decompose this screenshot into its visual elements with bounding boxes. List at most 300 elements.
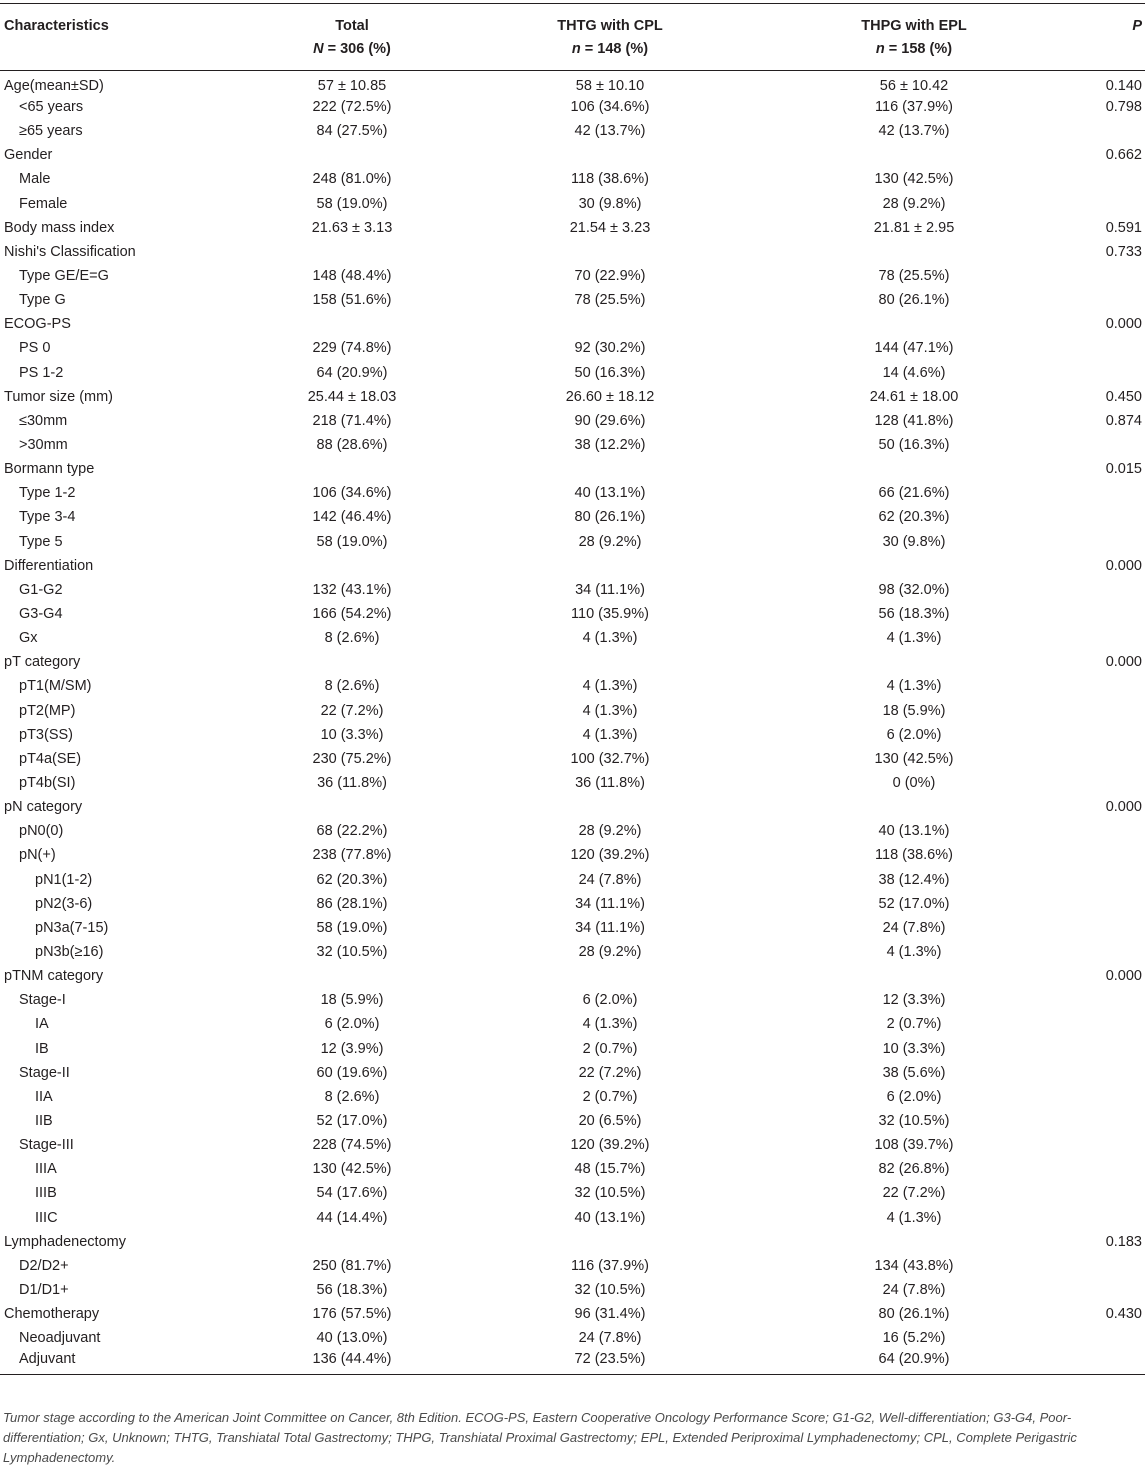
cell-p-value: 0.000: [1105, 654, 1142, 671]
cell-thtg: [448, 1230, 772, 1254]
cell-thtg: 32 (10.5%): [574, 1185, 646, 1202]
cell-p-value: [1056, 1157, 1145, 1181]
cell-thpg: 52 (17.0%): [878, 895, 950, 912]
cell-p-value: 0.430: [1105, 1306, 1142, 1323]
cell-thpg: 6 (2.0%): [886, 1088, 942, 1105]
cell-total: 158 (51.6%): [312, 292, 392, 309]
cell-thpg: 50 (16.3%): [878, 437, 950, 454]
table-row: [0, 1133, 1145, 1157]
cell-thtg: 30 (9.8%): [578, 195, 642, 212]
row-label: pN3b(≥16): [35, 943, 104, 960]
cell-thtg: 28 (9.2%): [578, 943, 642, 960]
cell-total: 230 (75.2%): [312, 750, 392, 767]
cell-thpg: [772, 240, 1056, 264]
header-thpg-n: [772, 36, 1056, 71]
cell-total: 238 (77.8%): [312, 847, 392, 864]
table-row: [0, 1036, 1145, 1060]
row-label: Gx: [19, 630, 38, 647]
cell-total: [256, 240, 448, 264]
cell-thtg: 24 (7.8%): [578, 1330, 642, 1347]
row-label: Stage-I: [19, 992, 66, 1009]
cell-total: 8 (2.6%): [324, 1088, 380, 1105]
cell-thtg: 48 (15.7%): [574, 1161, 646, 1178]
cell-thtg: 21.54 ± 3.23: [569, 219, 651, 236]
cell-thpg: [772, 554, 1056, 578]
table-row: [0, 650, 1145, 674]
cell-p-value: 0.183: [1105, 1233, 1142, 1250]
cell-p-value: 0.000: [1105, 799, 1142, 816]
cell-thtg: 58 ± 10.10: [575, 78, 645, 94]
characteristics-table: [0, 3, 1145, 1375]
cell-thpg: 128 (41.8%): [874, 412, 954, 429]
header-blank: [0, 36, 256, 71]
cell-p-value: 0.798: [1105, 99, 1142, 116]
cell-thtg: [448, 143, 772, 167]
cell-p-value: 0.450: [1105, 388, 1142, 405]
cell-total: 25.44 ± 18.03: [307, 388, 397, 405]
cell-thtg: 4 (1.3%): [582, 630, 638, 647]
cell-thtg: 6 (2.0%): [582, 992, 638, 1009]
table-row: [0, 1278, 1145, 1302]
row-label: IB: [35, 1040, 49, 1057]
cell-thpg: 22 (7.2%): [882, 1185, 946, 1202]
cell-p-value: [1056, 868, 1145, 892]
table-row: [0, 1061, 1145, 1085]
header-total: Total: [335, 18, 369, 34]
cell-thpg: 40 (13.1%): [878, 823, 950, 840]
table-row: [0, 723, 1145, 747]
cell-p-value: [1056, 626, 1145, 650]
cell-p-value: [1056, 288, 1145, 312]
cell-thtg: 96 (31.4%): [574, 1306, 646, 1323]
row-label: pN2(3-6): [35, 895, 93, 912]
cell-thpg: 80 (26.1%): [878, 292, 950, 309]
cell-thtg: 118 (38.6%): [571, 171, 649, 188]
cell-p-value: [1056, 1133, 1145, 1157]
cell-p-value: [1056, 1109, 1145, 1133]
table-row: [0, 240, 1145, 264]
table-row: [0, 1254, 1145, 1278]
row-label: pN0(0): [19, 823, 64, 840]
cell-p-value: [1056, 1012, 1145, 1036]
header-thtg: THTG with CPL: [557, 18, 663, 34]
row-label: Bormann type: [4, 461, 95, 478]
cell-thpg: 21.81 ± 2.95: [873, 219, 955, 236]
cell-total: 62 (20.3%): [316, 871, 388, 888]
row-label: pT2(MP): [19, 702, 76, 719]
cell-thtg: 116 (37.9%): [571, 1257, 649, 1274]
header-thtg-n-value: = 148 (%): [580, 41, 649, 57]
cell-thtg: [448, 240, 772, 264]
cell-thtg: 100 (32.7%): [570, 750, 650, 767]
row-label: Neoadjuvant: [19, 1330, 101, 1347]
row-label: ECOG-PS: [4, 316, 71, 333]
table-row: [0, 699, 1145, 723]
cell-thtg: [448, 554, 772, 578]
cell-p-value: 0.733: [1105, 243, 1142, 260]
table-row: [0, 119, 1145, 143]
row-label: pN3a(7-15): [35, 919, 109, 936]
table-row: [0, 868, 1145, 892]
row-label: pT1(M/SM): [19, 678, 92, 695]
cell-thpg: 38 (12.4%): [878, 871, 950, 888]
table-row: [0, 433, 1145, 457]
cell-thpg: 56 (18.3%): [878, 606, 950, 623]
cell-total: [256, 312, 448, 336]
row-label: Nishi's Classification: [4, 243, 136, 260]
cell-thtg: [448, 312, 772, 336]
table-row: [0, 1230, 1145, 1254]
table-row: [0, 1326, 1145, 1350]
row-label: IIIC: [35, 1209, 58, 1226]
cell-thtg: 34 (11.1%): [575, 919, 645, 936]
table-row: [0, 71, 1145, 96]
row-label: Lymphadenectomy: [4, 1233, 126, 1250]
cell-thpg: 62 (20.3%): [878, 509, 950, 526]
cell-thpg: 4 (1.3%): [886, 630, 942, 647]
cell-total: 52 (17.0%): [316, 1112, 388, 1129]
row-label: Tumor size (mm): [4, 388, 114, 405]
table-row: [0, 1012, 1145, 1036]
cell-thpg: 118 (38.6%): [875, 847, 953, 864]
table-row: [0, 964, 1145, 988]
cell-p-value: [1056, 264, 1145, 288]
table-row: [0, 940, 1145, 964]
table-row: [0, 192, 1145, 216]
header-total-n-label: N: [313, 41, 324, 57]
cell-total: 12 (3.9%): [320, 1040, 384, 1057]
table-row: [0, 843, 1145, 867]
row-label: pN category: [4, 799, 83, 816]
cell-total: 229 (74.8%): [312, 340, 392, 357]
cell-total: 54 (17.6%): [316, 1185, 388, 1202]
cell-thpg: 2 (0.7%): [886, 1016, 942, 1033]
row-label: IIIB: [35, 1185, 57, 1202]
cell-p-value: [1056, 819, 1145, 843]
row-label: pN1(1-2): [35, 871, 93, 888]
cell-p-value: [1056, 119, 1145, 143]
cell-total: 8 (2.6%): [324, 678, 380, 695]
cell-p-value: [1056, 433, 1145, 457]
cell-thtg: [448, 964, 772, 988]
cell-thpg: 10 (3.3%): [882, 1040, 946, 1057]
cell-p-value: 0.000: [1105, 316, 1142, 333]
cell-p-value: [1056, 481, 1145, 505]
row-label: ≥65 years: [19, 123, 83, 140]
cell-thtg: 4 (1.3%): [582, 726, 638, 743]
cell-thpg: 14 (4.6%): [882, 364, 946, 381]
cell-thpg: 4 (1.3%): [886, 943, 942, 960]
cell-p-value: 0.000: [1105, 557, 1142, 574]
cell-p-value: [1056, 843, 1145, 867]
cell-thpg: 24 (7.8%): [882, 919, 946, 936]
cell-thtg: 78 (25.5%): [574, 292, 646, 309]
table-footnote: Tumor stage according to the American Joint Committee on Cancer, 8th Edition. ECOG-PS, Eastern Cooperative Oncology Performance Score; G1-G2, Well-differentiation; G3-G4, Poor-differentiation; Gx, Unknown; THTG, Transhiatal Total Gastrectomy; THPG, Transhiatal Proximal Gastrectomy; EPL, Extended Periproximal Lymphadenectomy; CPL, Complete Perigastric Lymphadenectomy.: [3, 1410, 1077, 1465]
row-label: pTNM category: [4, 968, 104, 985]
cell-thtg: [448, 795, 772, 819]
table-row: [0, 264, 1145, 288]
cell-thpg: [772, 964, 1056, 988]
row-label: Male: [19, 171, 51, 188]
header-thpg-n-value: = 158 (%): [884, 41, 953, 57]
row-label: Adjuvant: [19, 1351, 76, 1368]
header-thpg: THPG with EPL: [861, 18, 967, 34]
row-label: D1/D1+: [19, 1281, 69, 1298]
cell-thtg: 4 (1.3%): [582, 702, 638, 719]
cell-thtg: 80 (26.1%): [574, 509, 646, 526]
row-label: Type G: [19, 292, 66, 309]
cell-total: 228 (74.5%): [312, 1137, 392, 1154]
cell-thtg: 20 (6.5%): [578, 1112, 642, 1129]
row-label: G1-G2: [19, 581, 63, 598]
cell-thpg: [772, 1230, 1056, 1254]
row-label: ≤30mm: [19, 412, 68, 429]
cell-p-value: [1056, 602, 1145, 626]
cell-thtg: 28 (9.2%): [578, 533, 642, 550]
row-label: Stage-II: [19, 1064, 70, 1081]
row-label: IIB: [35, 1112, 53, 1129]
cell-p-value: [1056, 1326, 1145, 1350]
cell-total: 136 (44.4%): [312, 1351, 392, 1368]
table-row: [0, 892, 1145, 916]
table-row: [0, 1350, 1145, 1375]
cell-total: 44 (14.4%): [316, 1209, 388, 1226]
row-label: Differentiation: [4, 557, 94, 574]
row-label: Body mass index: [4, 219, 115, 236]
cell-p-value: [1056, 1181, 1145, 1205]
table-row: [0, 602, 1145, 626]
cell-p-value: 0.591: [1105, 219, 1142, 236]
cell-total: 218 (71.4%): [312, 412, 392, 429]
cell-p-value: 0.015: [1105, 461, 1142, 478]
table-row: [0, 1181, 1145, 1205]
cell-total: 64 (20.9%): [316, 364, 388, 381]
table-row: [0, 1109, 1145, 1133]
cell-thtg: 70 (22.9%): [574, 268, 646, 285]
cell-thpg: 78 (25.5%): [878, 268, 950, 285]
row-label: Chemotherapy: [4, 1306, 100, 1323]
cell-total: 8 (2.6%): [324, 630, 380, 647]
row-label: >30mm: [19, 437, 68, 454]
table-row: [0, 481, 1145, 505]
cell-thpg: 30 (9.8%): [882, 533, 946, 550]
cell-p-value: [1056, 771, 1145, 795]
cell-p-value: [1056, 505, 1145, 529]
row-label: pT3(SS): [19, 726, 73, 743]
row-label: PS 1-2: [19, 364, 64, 381]
cell-total: 68 (22.2%): [316, 823, 388, 840]
cell-thpg: 66 (21.6%): [878, 485, 950, 502]
table-row: [0, 167, 1145, 191]
table-row: [0, 626, 1145, 650]
cell-total: [256, 650, 448, 674]
cell-thpg: [772, 312, 1056, 336]
row-label: pT4a(SE): [19, 750, 82, 767]
cell-thpg: 32 (10.5%): [878, 1112, 950, 1129]
cell-total: 166 (54.2%): [312, 606, 392, 623]
header-thtg-n: [448, 36, 772, 71]
table-row: [0, 747, 1145, 771]
cell-thtg: 120 (39.2%): [570, 1137, 650, 1154]
cell-thpg: 42 (13.7%): [878, 123, 950, 140]
cell-p-value: 0.140: [1105, 78, 1142, 94]
cell-thtg: 22 (7.2%): [578, 1064, 642, 1081]
cell-thtg: 34 (11.1%): [575, 581, 645, 598]
cell-total: 222 (72.5%): [312, 99, 392, 116]
cell-thtg: 40 (13.1%): [574, 485, 646, 502]
header-thpg-n-label: n: [875, 41, 885, 57]
table-row: [0, 409, 1145, 433]
row-label: Stage-III: [19, 1137, 74, 1154]
header-total-n-value: = 306 (%): [323, 41, 391, 57]
cell-p-value: [1056, 1254, 1145, 1278]
cell-p-value: [1056, 1036, 1145, 1060]
row-label: Type 3-4: [19, 509, 76, 526]
cell-p-value: [1056, 916, 1145, 940]
row-label: pN(+): [19, 847, 56, 864]
cell-thpg: 24.61 ± 18.00: [869, 388, 959, 405]
table-body: [0, 71, 1145, 1375]
cell-p-value: [1056, 192, 1145, 216]
cell-total: 6 (2.0%): [324, 1016, 380, 1033]
row-label: pT category: [4, 654, 81, 671]
cell-total: 84 (27.5%): [316, 123, 388, 140]
cell-p-value: [1056, 1278, 1145, 1302]
cell-p-value: [1056, 1205, 1145, 1229]
cell-thtg: 4 (1.3%): [582, 678, 638, 695]
cell-p-value: [1056, 336, 1145, 360]
table-row: [0, 336, 1145, 360]
cell-thtg: 106 (34.6%): [570, 99, 650, 116]
row-label: Female: [19, 195, 68, 212]
cell-p-value: [1056, 1350, 1145, 1375]
row-label: D2/D2+: [19, 1257, 69, 1274]
cell-p-value: [1056, 988, 1145, 1012]
cell-thtg: 92 (30.2%): [574, 340, 646, 357]
cell-total: [256, 964, 448, 988]
cell-thtg: 110 (35.9%): [571, 606, 649, 623]
table-row: [0, 385, 1145, 409]
table-row: [0, 795, 1145, 819]
table-row: [0, 505, 1145, 529]
table-row: [0, 771, 1145, 795]
cell-total: 56 (18.3%): [316, 1281, 388, 1298]
cell-thpg: 82 (26.8%): [878, 1161, 950, 1178]
table-row: [0, 361, 1145, 385]
cell-total: 36 (11.8%): [317, 775, 387, 791]
cell-p-value: [1056, 1085, 1145, 1109]
cell-thtg: 4 (1.3%): [582, 1016, 638, 1033]
table-row: [0, 1157, 1145, 1181]
cell-total: 32 (10.5%): [316, 943, 388, 960]
header-total-n: [256, 36, 448, 71]
cell-p-value: [1056, 1061, 1145, 1085]
cell-thtg: 40 (13.1%): [574, 1209, 646, 1226]
table-row: [0, 988, 1145, 1012]
cell-thtg: 26.60 ± 18.12: [565, 388, 655, 405]
cell-total: 58 (19.0%): [316, 919, 388, 936]
cell-p-value: [1056, 723, 1145, 747]
table-row: [0, 288, 1145, 312]
cell-total: 40 (13.0%): [316, 1330, 388, 1347]
cell-total: 106 (34.6%): [312, 485, 392, 502]
cell-total: [256, 554, 448, 578]
cell-total: 250 (81.7%): [312, 1257, 392, 1274]
cell-thtg: 120 (39.2%): [570, 847, 650, 864]
cell-total: [256, 1230, 448, 1254]
table-row: [0, 312, 1145, 336]
cell-p-value: [1056, 578, 1145, 602]
cell-thpg: 134 (43.8%): [874, 1257, 954, 1274]
cell-thpg: 80 (26.1%): [878, 1306, 950, 1323]
row-label: IIIA: [35, 1161, 57, 1178]
row-label: Gender: [4, 147, 53, 164]
table-row: [0, 819, 1145, 843]
table-row: [0, 530, 1145, 554]
cell-total: 130 (42.5%): [312, 1161, 392, 1178]
header-characteristics: Characteristics: [4, 18, 109, 34]
cell-thpg: [772, 457, 1056, 481]
cell-thpg: 4 (1.3%): [886, 678, 942, 695]
table-row: [0, 1302, 1145, 1326]
cell-thtg: 24 (7.8%): [578, 871, 642, 888]
row-label: G3-G4: [19, 606, 63, 623]
cell-thtg: 38 (12.2%): [574, 437, 646, 454]
cell-thtg: 90 (29.6%): [574, 412, 646, 429]
cell-total: 18 (5.9%): [320, 992, 384, 1009]
cell-total: [256, 795, 448, 819]
cell-total: 88 (28.6%): [316, 437, 388, 454]
cell-p-value: [1056, 892, 1145, 916]
table-row: [0, 674, 1145, 698]
cell-total: 57 ± 10.85: [317, 78, 387, 94]
cell-thpg: 144 (47.1%): [874, 340, 954, 357]
cell-thpg: [772, 795, 1056, 819]
cell-thtg: 42 (13.7%): [574, 123, 646, 140]
cell-total: [256, 457, 448, 481]
row-label: IA: [35, 1016, 49, 1033]
cell-thpg: 108 (39.7%): [874, 1137, 954, 1154]
header-p-blank: [1056, 36, 1145, 71]
cell-total: 60 (19.6%): [316, 1064, 388, 1081]
header-p: P: [1132, 18, 1142, 34]
cell-thpg: 12 (3.3%): [882, 992, 946, 1009]
table-row: [0, 143, 1145, 167]
cell-total: 132 (43.1%): [312, 581, 392, 598]
cell-thpg: [772, 650, 1056, 674]
cell-p-value: 0.662: [1105, 147, 1142, 164]
cell-thtg: 50 (16.3%): [574, 364, 646, 381]
cell-total: 21.63 ± 3.13: [311, 219, 393, 236]
cell-total: 58 (19.0%): [316, 195, 388, 212]
cell-thpg: 130 (42.5%): [874, 750, 954, 767]
table-row: [0, 95, 1145, 119]
cell-total: 176 (57.5%): [312, 1306, 392, 1323]
cell-thpg: 28 (9.2%): [882, 195, 946, 212]
cell-thtg: 2 (0.7%): [582, 1040, 638, 1057]
table-row: [0, 554, 1145, 578]
cell-thtg: 34 (11.1%): [575, 895, 645, 912]
header-thtg-n-label: n: [571, 41, 581, 57]
cell-thpg: 0 (0%): [892, 775, 936, 791]
row-label: IIA: [35, 1088, 53, 1105]
cell-thpg: 64 (20.9%): [878, 1351, 950, 1368]
cell-thpg: 98 (32.0%): [878, 581, 950, 598]
cell-thtg: [448, 650, 772, 674]
row-label: PS 0: [19, 340, 51, 357]
cell-thpg: 6 (2.0%): [886, 726, 942, 743]
cell-total: 58 (19.0%): [316, 533, 388, 550]
